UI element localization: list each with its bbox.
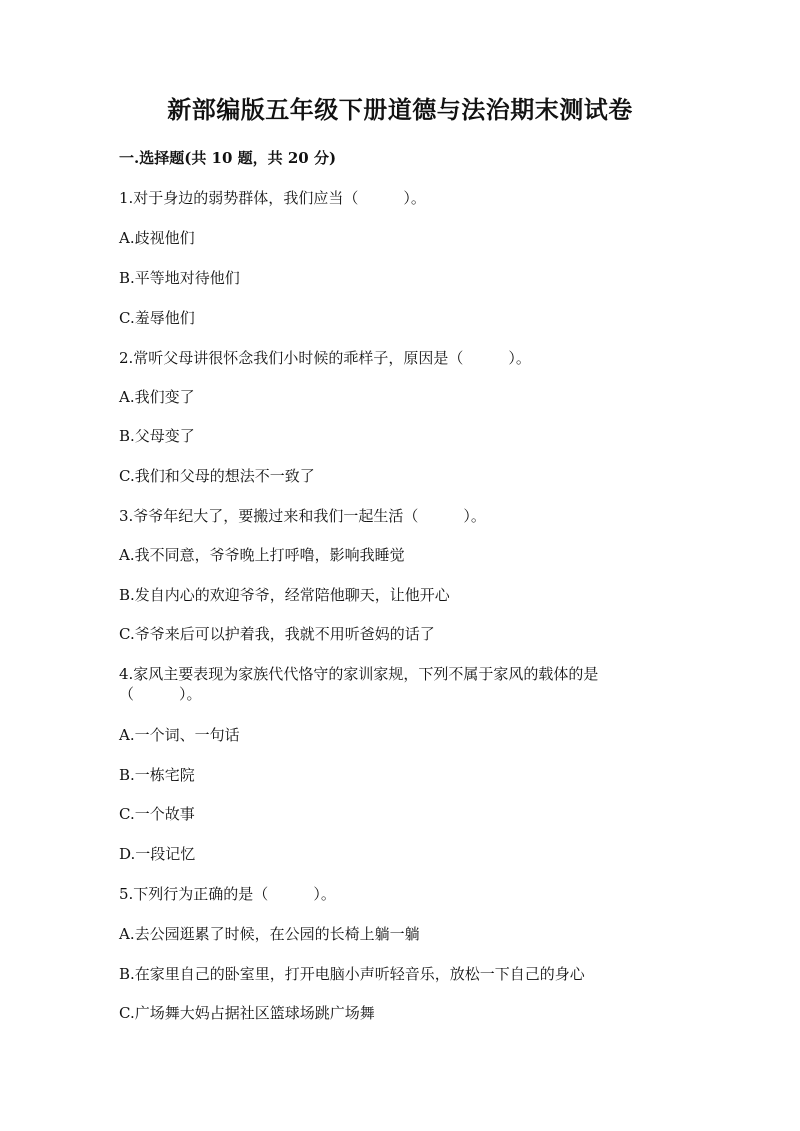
question-4-option-a: A.一个词、一句话 [119,726,240,744]
question-3-option-b: B.发自内心的欢迎爷爷，经常陪他聊天，让他开心 [119,586,450,604]
question-2: 2.常听父母讲很怀念我们小时候的乖样子，原因是（ ）。 [119,349,531,367]
question-4: 4.家风主要表现为家族代代恪守的家训家规，下列不属于家风的载体的是（ ）。 [119,665,599,703]
question-2-option-a: A.我们变了 [119,388,195,406]
question-1-option-a: A.歧视他们 [119,229,195,247]
question-4-option-d: D.一段记忆 [119,845,196,863]
question-1: 1.对于身边的弱势群体，我们应当（ ）。 [119,189,426,207]
question-5-option-b: B.在家里自己的卧室里，打开电脑小声听轻音乐，放松一下自己的身心 [119,965,585,983]
question-5-option-c: C.广场舞大妈占据社区篮球场跳广场舞 [119,1004,375,1022]
question-2-option-b: B.父母变了 [119,427,195,445]
section-heading: 一.选择题(共 10 题，共 20 分) [119,149,337,167]
question-5-option-a: A.去公园逛累了时候，在公园的长椅上躺一躺 [119,925,420,943]
question-3-option-a: A.我不同意，爷爷晚上打呼噜，影响我睡觉 [119,546,405,564]
question-2-option-c: C.我们和父母的想法不一致了 [119,467,315,485]
question-3: 3.爷爷年纪大了，要搬过来和我们一起生活（ ）。 [119,507,486,525]
question-4-option-b: B.一栋宅院 [119,766,195,784]
page-title: 新部编版五年级下册道德与法治期末测试卷 [167,95,633,124]
question-4-option-c: C.一个故事 [119,805,195,823]
question-3-option-c: C.爷爷来后可以护着我，我就不用听爸妈的话了 [119,625,435,643]
question-5: 5.下列行为正确的是（ ）。 [119,885,336,903]
question-1-option-b: B.平等地对待他们 [119,269,240,287]
question-1-option-c: C.羞辱他们 [119,309,195,327]
